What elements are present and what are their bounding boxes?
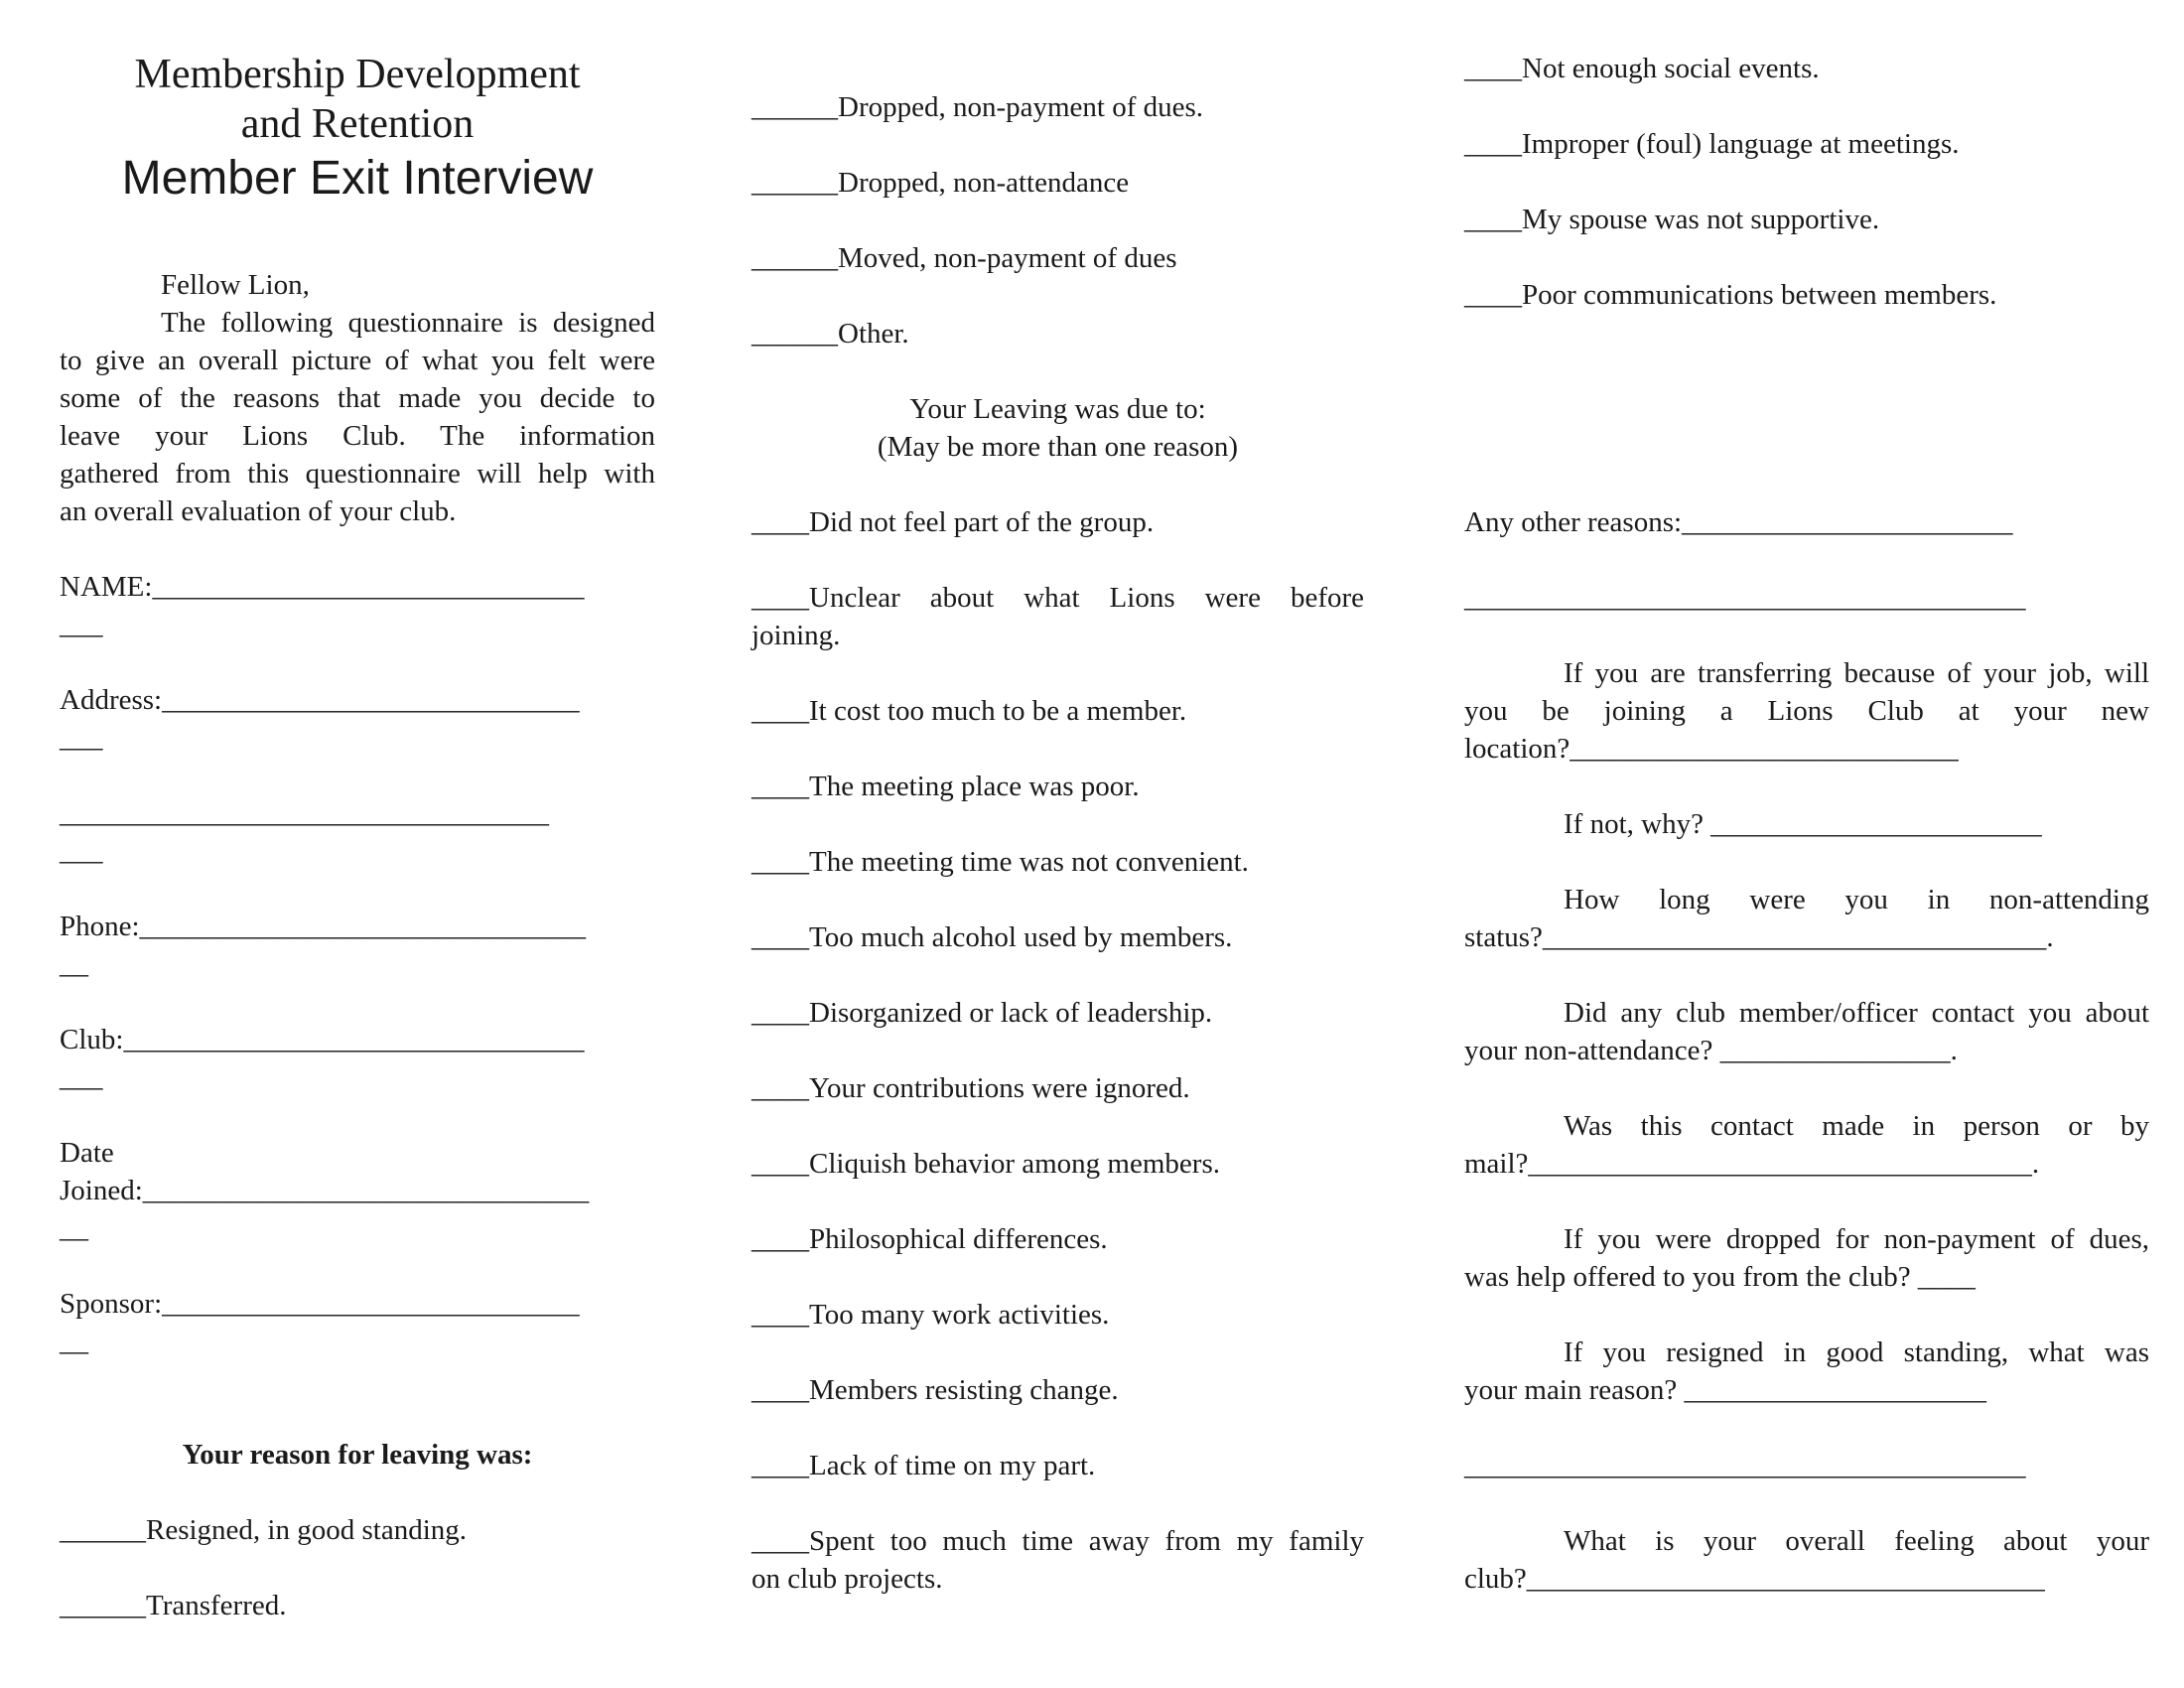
phone-field-continuation: __ (60, 948, 88, 980)
name-field[interactable]: NAME:______________________________ (60, 571, 585, 603)
other-reasons-field[interactable]: Any other reasons:_______________________ (1464, 506, 2013, 538)
if-not-why-field[interactable]: If not, why? _______________________ (1564, 808, 2042, 840)
intro-line-3: some of the reasons that made you decide to (60, 382, 655, 414)
reason-spouse[interactable]: ____My spouse was not supportive. (1464, 204, 1880, 235)
overall-feeling-field[interactable]: club?____________________________________ (1464, 1563, 2045, 1595)
reason-work-activities[interactable]: ____Too many work activities. (751, 1299, 1110, 1331)
intro-line-5: gathered from this questionnaire will help with (60, 458, 655, 490)
option-other[interactable]: ______Other. (751, 318, 909, 350)
reason-social-events[interactable]: ____Not enough social events. (1464, 53, 1820, 84)
reason-contributions-ignored[interactable]: ____Your contributions were ignored. (751, 1072, 1190, 1104)
address-field[interactable]: Address:_____________________________ (60, 684, 580, 716)
due-to-heading: Your Leaving was due to: (909, 393, 1206, 425)
club-field[interactable]: Club:________________________________ (60, 1024, 585, 1055)
intro-line-4: leave your Lions Club. The information (60, 420, 655, 452)
due-to-subheading: (May be more than one reason) (877, 431, 1239, 463)
main-reason-question: If you resigned in good standing, what was (1564, 1336, 2149, 1368)
date-joined-field[interactable]: Joined:_______________________________ (60, 1175, 590, 1206)
phone-field[interactable]: Phone:_______________________________ (60, 911, 587, 942)
how-long-field[interactable]: status?___________________________________. (1464, 921, 2054, 953)
other-reasons-continuation[interactable]: _______________________________________ (1464, 582, 2026, 614)
reason-time-away-family[interactable]: ____Spent too much time away from my family (751, 1525, 1364, 1557)
reason-meeting-place[interactable]: ____The meeting place was poor. (751, 771, 1140, 802)
contact-field[interactable]: your non-attendance? ________________. (1464, 1035, 1958, 1066)
sponsor-field[interactable]: Sponsor:_____________________________ (60, 1288, 580, 1320)
reason-alcohol[interactable]: ____Too much alcohol used by members. (751, 921, 1233, 953)
address-line-2-field[interactable]: __________________________________ (60, 797, 549, 829)
intro-line-6: an overall evaluation of your club. (60, 495, 457, 527)
reason-foul-language[interactable]: ____Improper (foul) language at meetings. (1464, 128, 1960, 160)
reason-cost[interactable]: ____It cost too much to be a member. (751, 695, 1187, 727)
overall-feeling-question: What is your overall feeling about your (1564, 1525, 2149, 1557)
intro-line-1: The following questionnaire is designed (161, 307, 655, 339)
reason-not-part-of-group[interactable]: ____Did not feel part of the group. (751, 506, 1155, 538)
reason-lack-of-time[interactable]: ____Lack of time on my part. (751, 1450, 1096, 1481)
contact-question: Did any club member/officer contact you about (1564, 997, 2149, 1029)
reason-time-away-continuation: on club projects. (751, 1563, 943, 1595)
contact-method-field[interactable]: mail?___________________________________. (1464, 1148, 2040, 1180)
reason-unclear-about-lions[interactable]: ____Unclear about what Lions were before (751, 582, 1364, 614)
transfer-question-line-2: you be joining a Lions Club at your new (1464, 695, 2149, 727)
option-dropped-attendance[interactable]: ______Dropped, non-attendance (751, 167, 1130, 199)
intro-line-2: to give an overall picture of what you felt were (60, 345, 655, 376)
reason-meeting-time[interactable]: ____The meeting time was not convenient. (751, 846, 1249, 878)
main-reason-field[interactable]: your main reason? _____________________ (1464, 1374, 1986, 1406)
transfer-question-line-1: If you are transferring because of your job, will (1564, 657, 2149, 689)
option-moved[interactable]: ______Moved, non-payment of dues (751, 242, 1177, 274)
option-resigned[interactable]: ______Resigned, in good standing. (60, 1514, 468, 1546)
reason-poor-communications[interactable]: ____Poor communications between members. (1464, 279, 1997, 311)
date-joined-label: Date (60, 1137, 114, 1169)
leaving-reason-heading: Your reason for leaving was: (182, 1439, 533, 1471)
address-line-2-continuation: ___ (60, 835, 103, 867)
how-long-question: How long were you in non-attending (1564, 884, 2149, 915)
title-line-1: Membership Development (134, 52, 581, 97)
reason-resisting-change[interactable]: ____Members resisting change. (751, 1374, 1119, 1406)
reason-cliquish[interactable]: ____Cliquish behavior among members. (751, 1148, 1220, 1180)
main-reason-continuation[interactable]: _______________________________________ (1464, 1450, 2026, 1481)
transfer-answer-field[interactable]: location?___________________________ (1464, 733, 1959, 765)
dues-help-question: If you were dropped for non-payment of dues, (1564, 1223, 2149, 1255)
page-title: Member Exit Interview (121, 152, 594, 205)
date-joined-continuation: __ (60, 1212, 88, 1244)
title-line-2: and Retention (240, 101, 475, 147)
contact-method-question: Was this contact made in person or by (1564, 1110, 2149, 1142)
option-transferred[interactable]: ______Transferred. (60, 1590, 287, 1621)
sponsor-field-continuation: __ (60, 1326, 88, 1357)
address-field-continuation: ___ (60, 722, 103, 754)
reason-leadership[interactable]: ____Disorganized or lack of leadership. (751, 997, 1213, 1029)
reason-unclear-continuation: joining. (751, 620, 841, 651)
dues-help-field[interactable]: was help offered to you from the club? ____ (1464, 1261, 1976, 1293)
name-field-continuation: ___ (60, 609, 103, 640)
club-field-continuation: ___ (60, 1061, 103, 1093)
greeting: Fellow Lion, (161, 269, 310, 301)
option-dropped-dues[interactable]: ______Dropped, non-payment of dues. (751, 91, 1204, 123)
reason-philosophical[interactable]: ____Philosophical differences. (751, 1223, 1108, 1255)
